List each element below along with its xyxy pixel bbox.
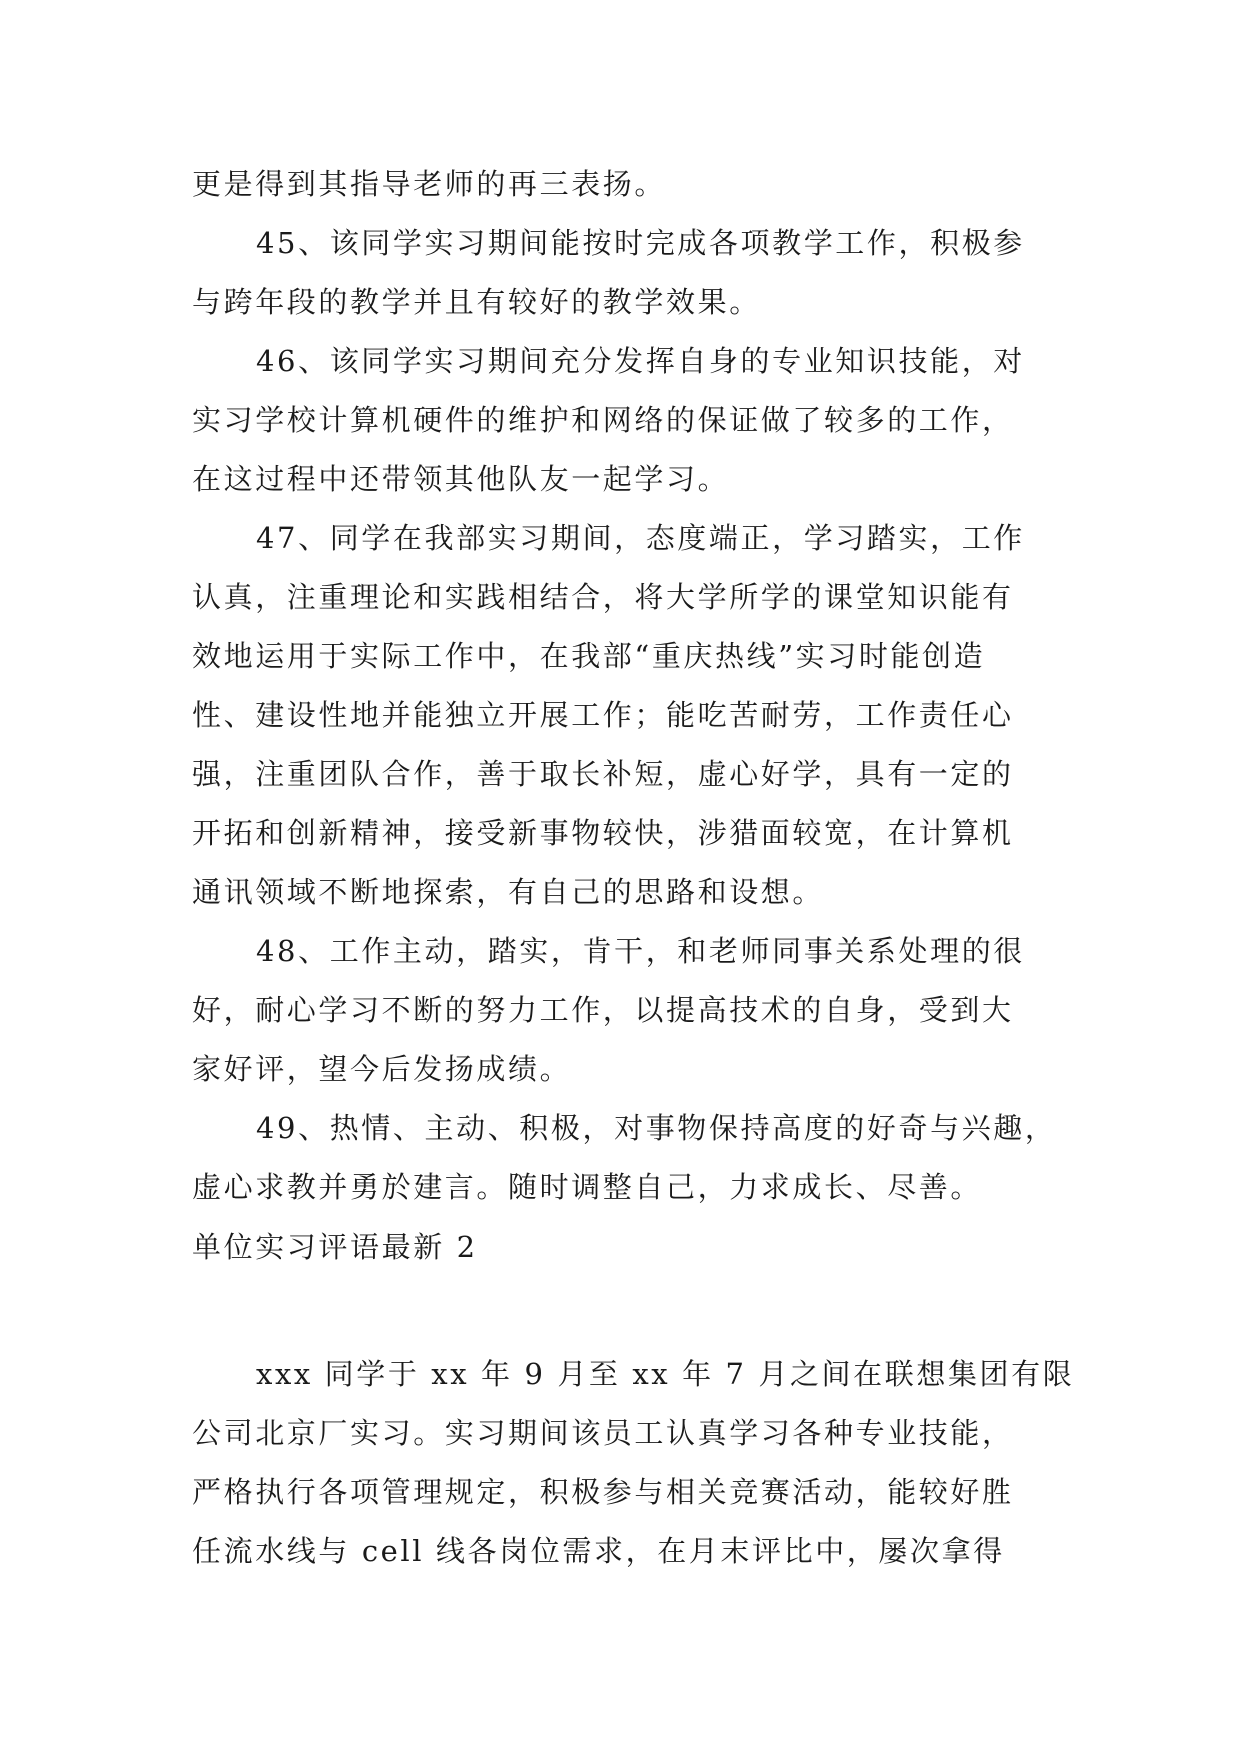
paragraph-line: 强，注重团队合作，善于取长补短，虚心好学，具有一定的 bbox=[192, 757, 1014, 791]
paragraph-line: 认真，注重理论和实践相结合，将大学所学的课堂知识能有 bbox=[192, 580, 1014, 614]
paragraph-48-start: 48、工作主动，踏实，肯干，和老师同事关系处理的很 bbox=[256, 934, 1025, 968]
paragraph-line: 在这过程中还带领其他队友一起学习。 bbox=[192, 462, 730, 496]
paragraph-line: 实习学校计算机硬件的维护和网络的保证做了较多的工作， bbox=[192, 403, 1014, 437]
paragraph-line: 效地运用于实际工作中，在我部“重庆热线”实习时能创造 bbox=[192, 639, 986, 673]
paragraph-line: 性、建设性地并能独立开展工作；能吃苦耐劳，工作责任心 bbox=[192, 698, 1014, 732]
paragraph-line: 与跨年段的教学并且有较好的教学效果。 bbox=[192, 285, 761, 319]
paragraph-line: 开拓和创新精神，接受新事物较快，涉猎面较宽，在计算机 bbox=[192, 816, 1014, 850]
section-spacer bbox=[192, 1277, 1062, 1345]
section-paragraph-start: xxx 同学于 xx 年 9 月至 xx 年 7 月之间在联想集团有限 bbox=[256, 1357, 1075, 1391]
section-paragraph-line: 任流水线与 cell 线各岗位需求，在月末评比中，屡次拿得 bbox=[192, 1534, 1005, 1568]
paragraph-46-start: 46、该同学实习期间充分发挥自身的专业知识技能，对 bbox=[256, 344, 1025, 378]
paragraph-line: 好，耐心学习不断的努力工作，以提高技术的自身，受到大 bbox=[192, 993, 1014, 1027]
document-body bbox=[192, 155, 1075, 1581]
section-paragraph-line: 公司北京厂实习。实习期间该员工认真学习各种专业技能， bbox=[192, 1416, 1014, 1450]
paragraph-line: 更是得到其指导老师的再三表扬。 bbox=[192, 167, 667, 201]
paragraph-line: 通讯领域不断地探索，有自己的思路和设想。 bbox=[192, 875, 825, 909]
section-paragraph-line: 严格执行各项管理规定，积极参与相关竞赛活动，能较好胜 bbox=[192, 1475, 1014, 1509]
paragraph-47-start: 47、同学在我部实习期间，态度端正，学习踏实，工作 bbox=[256, 521, 1025, 555]
paragraph-line: 家好评，望今后发扬成绩。 bbox=[192, 1052, 572, 1086]
section-heading: 单位实习评语最新 2 bbox=[192, 1230, 478, 1264]
paragraph-49-start: 49、热情、主动、积极，对事物保持高度的好奇与兴趣， bbox=[256, 1111, 1057, 1145]
paragraph-45-start: 45、该同学实习期间能按时完成各项教学工作，积极参 bbox=[256, 226, 1025, 260]
paragraph-line: 虚心求教并勇於建言。随时调整自己，力求成长、尽善。 bbox=[192, 1170, 983, 1204]
